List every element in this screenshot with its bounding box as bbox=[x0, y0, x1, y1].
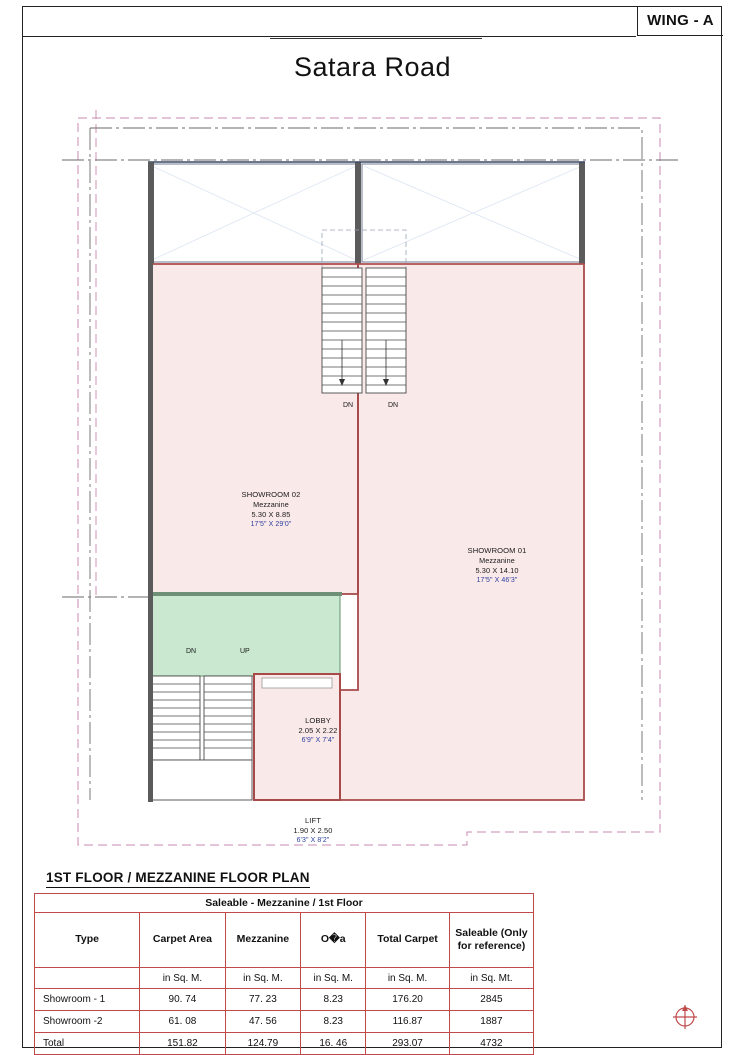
row2-mezzanine: 47. 56 bbox=[225, 1011, 301, 1033]
unit-carpet: in Sq. M. bbox=[140, 968, 225, 989]
wing-title-block bbox=[637, 6, 723, 36]
wing-label: WING - A bbox=[647, 12, 714, 29]
table-row bbox=[35, 989, 534, 1011]
unit-saleable: in Sq. Mt. bbox=[449, 968, 533, 989]
table-row bbox=[35, 1033, 534, 1055]
area-statement-table bbox=[34, 893, 534, 1055]
row1-oa: 8.23 bbox=[301, 989, 366, 1011]
unit-oa: in Sq. M. bbox=[301, 968, 366, 989]
floor-plan-drawing bbox=[22, 100, 722, 860]
th-type: Type bbox=[35, 913, 140, 968]
unit-type bbox=[35, 968, 140, 989]
title-rule bbox=[22, 36, 636, 37]
lobby-area bbox=[148, 592, 342, 676]
stair-up-lower-label: UP bbox=[240, 648, 250, 655]
stair-dn-lower-label: DN bbox=[186, 648, 197, 655]
row3-saleable: 4732 bbox=[449, 1033, 533, 1055]
stair-dn-left-label: DN bbox=[343, 402, 354, 409]
th-oa: O�a bbox=[301, 913, 366, 968]
lobby-label: LOBBY 2.05 X 2.22 6'9" X 7'4" bbox=[298, 716, 338, 745]
row1-total: 176.20 bbox=[366, 989, 450, 1011]
road-title: Satara Road bbox=[293, 52, 452, 82]
unit-mezzanine: in Sq. M. bbox=[225, 968, 301, 989]
title-underline bbox=[270, 38, 482, 39]
row1-type: Showroom - 1 bbox=[35, 989, 140, 1011]
row1-carpet: 90. 74 bbox=[140, 989, 225, 1011]
row3-oa: 16. 46 bbox=[301, 1033, 366, 1055]
showroom-02-label: SHOWROOM 02 Mezzanine 5.30 X 8.85 17'5" X 29'0" bbox=[241, 490, 301, 528]
th-carpet-area: Carpet Area bbox=[140, 913, 225, 968]
table-row bbox=[35, 1011, 534, 1033]
row1-saleable: 2845 bbox=[449, 989, 533, 1011]
table-band-row bbox=[35, 894, 534, 913]
unit-total: in Sq. M. bbox=[366, 968, 450, 989]
plan-title: 1ST FLOOR / MEZZANINE FLOOR PLAN bbox=[46, 870, 310, 888]
row2-total: 116.87 bbox=[366, 1011, 450, 1033]
north-arrow-icon bbox=[672, 1004, 698, 1030]
row2-oa: 8.23 bbox=[301, 1011, 366, 1033]
th-mezzanine: Mezzanine bbox=[225, 913, 301, 968]
row2-type: Showroom -2 bbox=[35, 1011, 140, 1033]
row3-carpet: 151.82 bbox=[140, 1033, 225, 1055]
row1-mezzanine: 77. 23 bbox=[225, 989, 301, 1011]
lift-label: LIFT 1.90 X 2.50 6'3" X 8'2" bbox=[293, 816, 333, 845]
row2-saleable: 1887 bbox=[449, 1011, 533, 1033]
staircase-lower bbox=[152, 676, 252, 800]
th-saleable: Saleable (Only for reference) bbox=[449, 913, 533, 968]
left-wall bbox=[148, 162, 153, 802]
table-band-title: Saleable - Mezzanine / 1st Floor bbox=[35, 894, 534, 913]
table-header-row bbox=[35, 913, 534, 968]
row3-type: Total bbox=[35, 1033, 140, 1055]
stair-dn-right-label: DN bbox=[388, 402, 399, 409]
row3-total: 293.07 bbox=[366, 1033, 450, 1055]
table-units-row bbox=[35, 968, 534, 989]
front-balcony-strip bbox=[148, 162, 585, 264]
row2-carpet: 61. 08 bbox=[140, 1011, 225, 1033]
th-total-carpet: Total Carpet bbox=[366, 913, 450, 968]
row3-mezzanine: 124.79 bbox=[225, 1033, 301, 1055]
showroom-01-label: SHOWROOM 01 Mezzanine 5.30 X 14.10 17'5" X 46'3" bbox=[467, 546, 527, 584]
